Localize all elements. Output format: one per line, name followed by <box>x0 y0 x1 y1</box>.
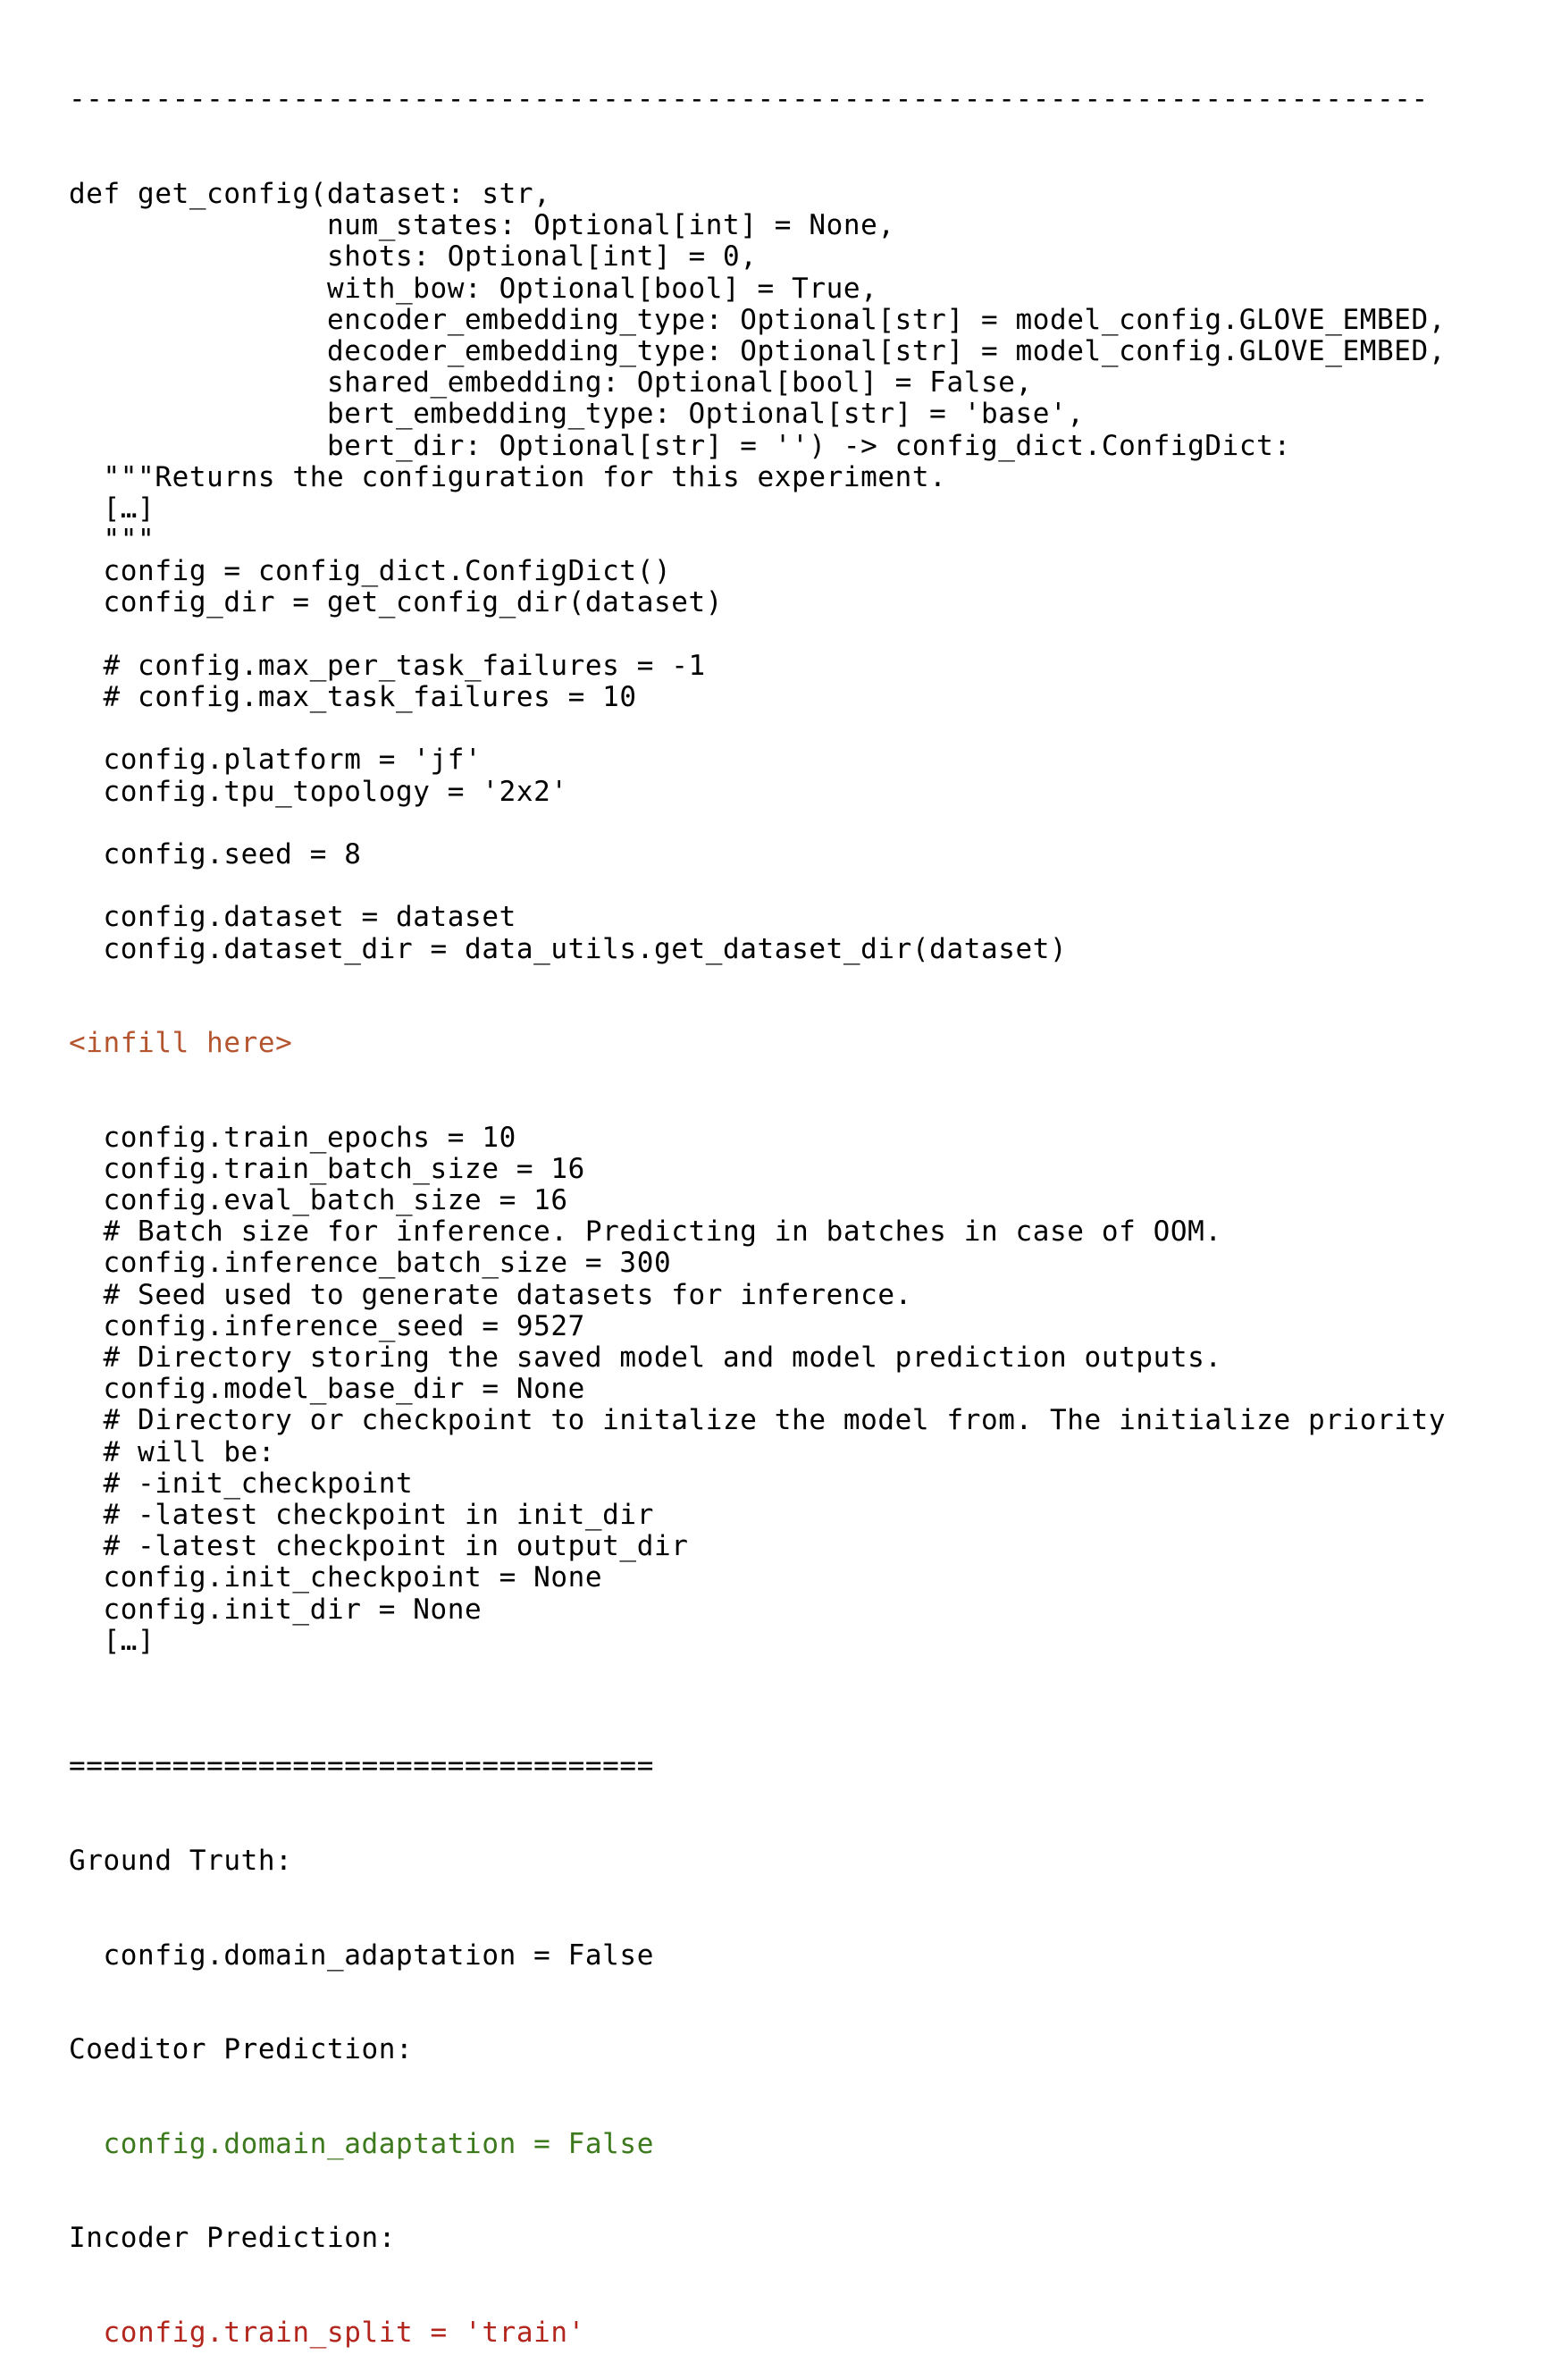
code-line: config.eval_batch_size = 16 <box>69 1184 568 1217</box>
code-line: […] <box>69 1624 155 1657</box>
code-line: config.train_epochs = 10 <box>69 1121 516 1154</box>
code-line: # -init_checkpoint <box>69 1467 414 1500</box>
code-line: config_dir = get_config_dir(dataset) <box>69 586 724 619</box>
code-line: # Seed used to generate datasets for inference. <box>69 1278 912 1311</box>
code-line: """ <box>69 524 155 557</box>
code-line: config = config_dict.ConfigDict() <box>69 555 672 588</box>
code-line <box>69 1657 1446 1688</box>
code-block-before <box>69 179 1446 965</box>
code-line <box>69 713 1446 744</box>
code-line: config.inference_seed = 9527 <box>69 1309 585 1342</box>
code-line: config.tpu_topology = '2x2' <box>69 775 568 808</box>
code-line: # Directory storing the saved model and model prediction outputs. <box>69 1341 1222 1374</box>
code-line: shared_embedding: Optional[bool] = False, <box>69 366 1033 399</box>
code-block-after <box>69 1123 1446 1688</box>
infill-marker: <infill here> <box>69 1027 293 1060</box>
code-line: config.seed = 8 <box>69 837 362 870</box>
code-line: """Returns the configuration for this experiment. <box>69 460 947 493</box>
code-line: config.dataset = dataset <box>69 901 516 934</box>
code-line: # config.max_task_failures = 10 <box>69 681 637 713</box>
code-line: config.train_batch_size = 16 <box>69 1152 585 1185</box>
code-line: # Directory or checkpoint to initalize the model from. The initialize priority <box>69 1404 1447 1437</box>
code-line: # -latest checkpoint in init_dir <box>69 1498 654 1531</box>
ground-truth-value: config.domain_adaptation = False <box>69 1938 654 1972</box>
code-line: def get_config(dataset: str, <box>69 178 551 210</box>
code-line: shots: Optional[int] = 0, <box>69 240 758 273</box>
code-line: # -latest checkpoint in output_dir <box>69 1530 689 1563</box>
code-line: # config.max_per_task_failures = -1 <box>69 649 706 682</box>
code-comparison-view <box>69 21 1446 2380</box>
code-line: # Batch size for inference. Predicting in batches in case of OOM. <box>69 1215 1222 1249</box>
code-line <box>69 870 1446 902</box>
code-line: config.inference_batch_size = 300 <box>69 1247 672 1280</box>
incoder-prediction: config.train_split = 'train' <box>69 2317 585 2350</box>
incoder-label: Incoder Prediction: <box>69 2222 397 2255</box>
code-line: config.init_dir = None <box>69 1593 482 1626</box>
code-line: bert_dir: Optional[str] = '') -> config_dict.ConfigDict: <box>69 429 1291 462</box>
coeditor-label: Coeditor Prediction: <box>69 2033 414 2066</box>
coeditor-prediction: config.domain_adaptation = False <box>69 2127 654 2160</box>
code-line: # will be: <box>69 1435 276 1468</box>
code-line: bert_embedding_type: Optional[str] = 'base', <box>69 398 1085 431</box>
ground-truth-label: Ground Truth: <box>69 1845 293 1878</box>
context-separator: ------------------------------------------------------------------------------- <box>69 84 1429 116</box>
code-line: config.init_checkpoint = None <box>69 1561 603 1594</box>
code-line: with_bow: Optional[bool] = True, <box>69 272 878 305</box>
code-line: […] <box>69 492 155 525</box>
code-line <box>69 619 1446 651</box>
code-line: config.dataset_dir = data_utils.get_dataset_dir(dataset) <box>69 932 1068 965</box>
code-line: num_states: Optional[int] = None, <box>69 209 895 242</box>
code-line: config.model_base_dir = None <box>69 1373 585 1406</box>
code-line <box>69 808 1446 839</box>
code-line: encoder_embedding_type: Optional[str] = model_config.GLOVE_EMBED, <box>69 303 1447 336</box>
code-line: decoder_embedding_type: Optional[str] = model_config.GLOVE_EMBED, <box>69 334 1447 367</box>
code-line: config.platform = 'jf' <box>69 744 482 777</box>
results-separator: ================================== <box>69 1751 654 1783</box>
